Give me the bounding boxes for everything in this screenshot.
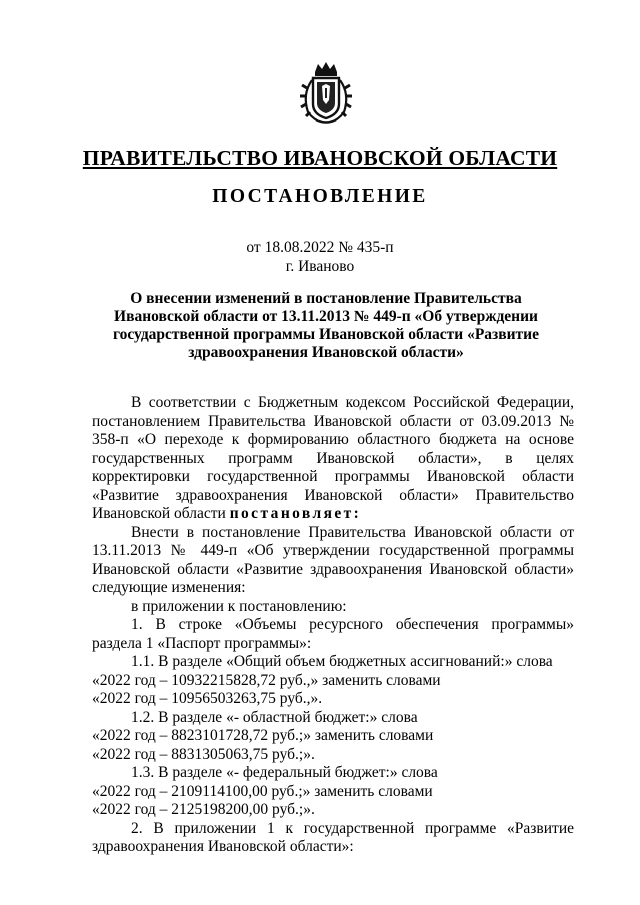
item-1-1-line: «2022 год – 10932215828,72 руб.,» заменить словами [92,671,441,689]
document-body [92,394,574,857]
preamble-text: В соответствии с Бюджетным кодексом Российской Федерации, постановлением Правительства Ивановской области от 03.09.2013 № 358-п «О переходе к формированию областного бюджета на основе государственных программ Ивановской области», в целях корректировки государственной программы Ивановской области «Развитие здравоохранения Ивановской области» Правительство Ивановской области [92,394,574,522]
document-date-number: от 18.08.2022 № 435-п [246,239,394,256]
item-1-paragraph: 1. В строке «Объемы ресурсного обеспечения программы» раздела 1 «Паспорт программы»: [92,616,574,652]
item-1-2-line: 1.2. В разделе «- областной бюджет:» слова [131,708,418,726]
document-city: г. Иваново [285,258,355,275]
item-1-1-line: «2022 год – 10956503263,75 руб.,». [92,690,323,707]
annex-intro-paragraph: в приложении к постановлению: [131,597,347,615]
document-subject: О внесении изменений в постановление Правительства Ивановской области от 13.11.2013 № 449-п «Об утверждении государственной программы Ивановской области «Развитие здравоохранения Ивановской области» [112,290,539,361]
organization-title: ПРАВИТЕЛЬСТВО ИВАНОВСКОЙ ОБЛАСТИ [82,146,558,170]
item-1-3-line: «2022 год – 2125198200,00 руб.;». [92,801,315,818]
coat-of-arms-emblem [298,60,354,126]
item-1-1-line: 1.1. В разделе «Общий объем бюджетных ассигнований:» слова [131,653,553,670]
item-1-2-line: «2022 год – 8831305063,75 руб.;». [92,745,315,763]
item-1-2-line: «2022 год – 8823101728,72 руб.;» заменить словами [92,727,434,744]
preamble-paragraph [92,394,574,524]
intro-paragraph: Внести в постановление Правительства Ивановской области от 13.11.2013 № 449-п «Об утверждении государственной программы Ивановской области «Развитие здравоохранения Ивановской области» следующие изменения: [92,523,574,596]
item-2-paragraph: 2. В приложении 1 к государственной программе «Развитие здравоохранения Ивановской области»: [92,819,574,855]
item-1-3-line: 1.3. В разделе «- федеральный бюджет:» слова [131,764,438,781]
document-type: ПОСТАНОВЛЕНИЕ [212,186,428,207]
resolves-word: постановляет: [229,505,362,522]
item-1-3-line: «2022 год – 2109114100,00 руб.;» заменить словами [92,782,433,800]
